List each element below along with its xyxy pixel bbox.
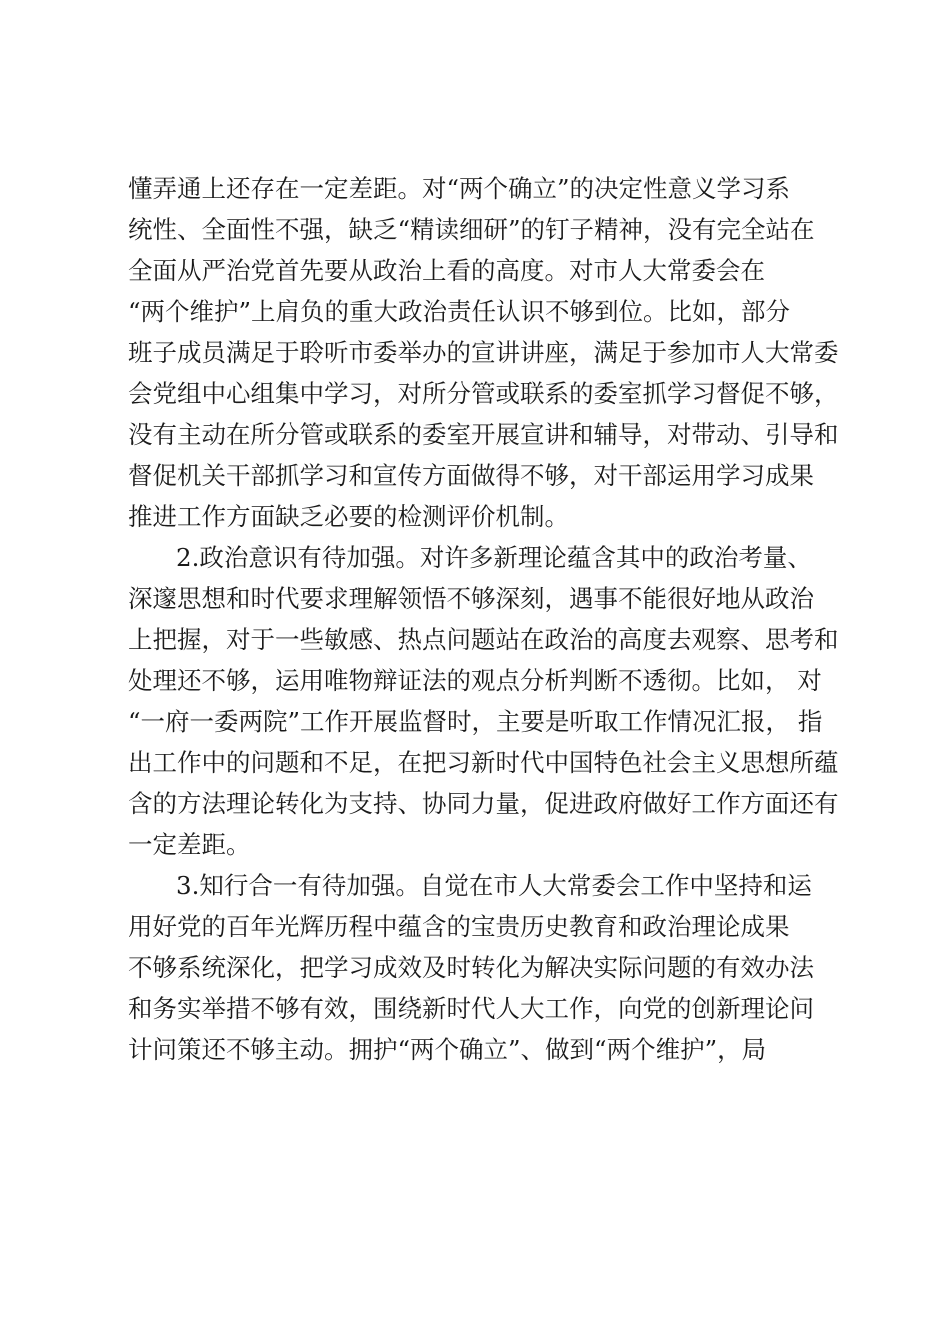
text-line: 深邃思想和时代要求理解领悟不够深刻，遇事不能很好地从政治 bbox=[128, 584, 814, 613]
text-line: 督促机关干部抓学习和宣传方面做得不够，对干部运用学习成果 bbox=[128, 461, 814, 490]
text-line: 和务实举措不够有效，围绕新时代人大工作，向党的创新理论问 bbox=[128, 994, 814, 1023]
text-line: 处理还不够，运用唯物辩证法的观点分析判断不透彻。比如， 对 bbox=[128, 666, 822, 695]
section-heading-line: 3.知行合一有待加强。自觉在市人大常委会工作中坚持和运 bbox=[176, 871, 812, 900]
section-heading-line: 2.政治意识有待加强。对许多新理论蕴含其中的政治考量、 bbox=[176, 543, 812, 572]
text-line: 推进工作方面缺乏必要的检测评价机制。 bbox=[128, 502, 569, 531]
document-body bbox=[128, 168, 848, 1070]
text-line: 用好党的百年光辉历程中蕴含的宝贵历史教育和政治理论成果 bbox=[128, 912, 790, 941]
text-line: 会党组中心组集中学习，对所分管或联系的委室抓学习督促不够， bbox=[128, 379, 839, 408]
text-line: 懂弄通上还存在一定差距。对“两个确立”的决定性意义学习系 bbox=[128, 174, 791, 203]
text-line: 不够系统深化，把学习成效及时转化为解决实际问题的有效办法 bbox=[128, 953, 814, 982]
text-line: “两个维护”上肩负的重大政治责任认识不够到位。比如，部分 bbox=[128, 297, 791, 326]
text-line: 一定差距。 bbox=[128, 830, 251, 859]
text-line: 统性、全面性不强，缺乏“精读细研”的钉子精神，没有完全站在 bbox=[128, 215, 815, 244]
text-line: “一府一委两院”工作开展监督时，主要是听取工作情况汇报， 指 bbox=[128, 707, 823, 736]
text-line: 全面从严治党首先要从政治上看的高度。对市人大常委会在 bbox=[128, 256, 765, 285]
text-line: 没有主动在所分管或联系的委室开展宣讲和辅导，对带动、引导和 bbox=[128, 420, 839, 449]
text-line: 计问策还不够主动。拥护“两个确立”、做到“两个维护”，局 bbox=[128, 1035, 767, 1064]
text-line: 含的方法理论转化为支持、协同力量，促进政府做好工作方面还有 bbox=[128, 789, 839, 818]
text-line: 上把握，对于一些敏感、热点问题站在政治的高度去观察、思考和 bbox=[128, 625, 839, 654]
text-line: 出工作中的问题和不足，在把习新时代中国特色社会主义思想所蕴 bbox=[128, 748, 839, 777]
text-line: 班子成员满足于聆听市委举办的宣讲讲座，满足于参加市人大常委 bbox=[128, 338, 839, 367]
